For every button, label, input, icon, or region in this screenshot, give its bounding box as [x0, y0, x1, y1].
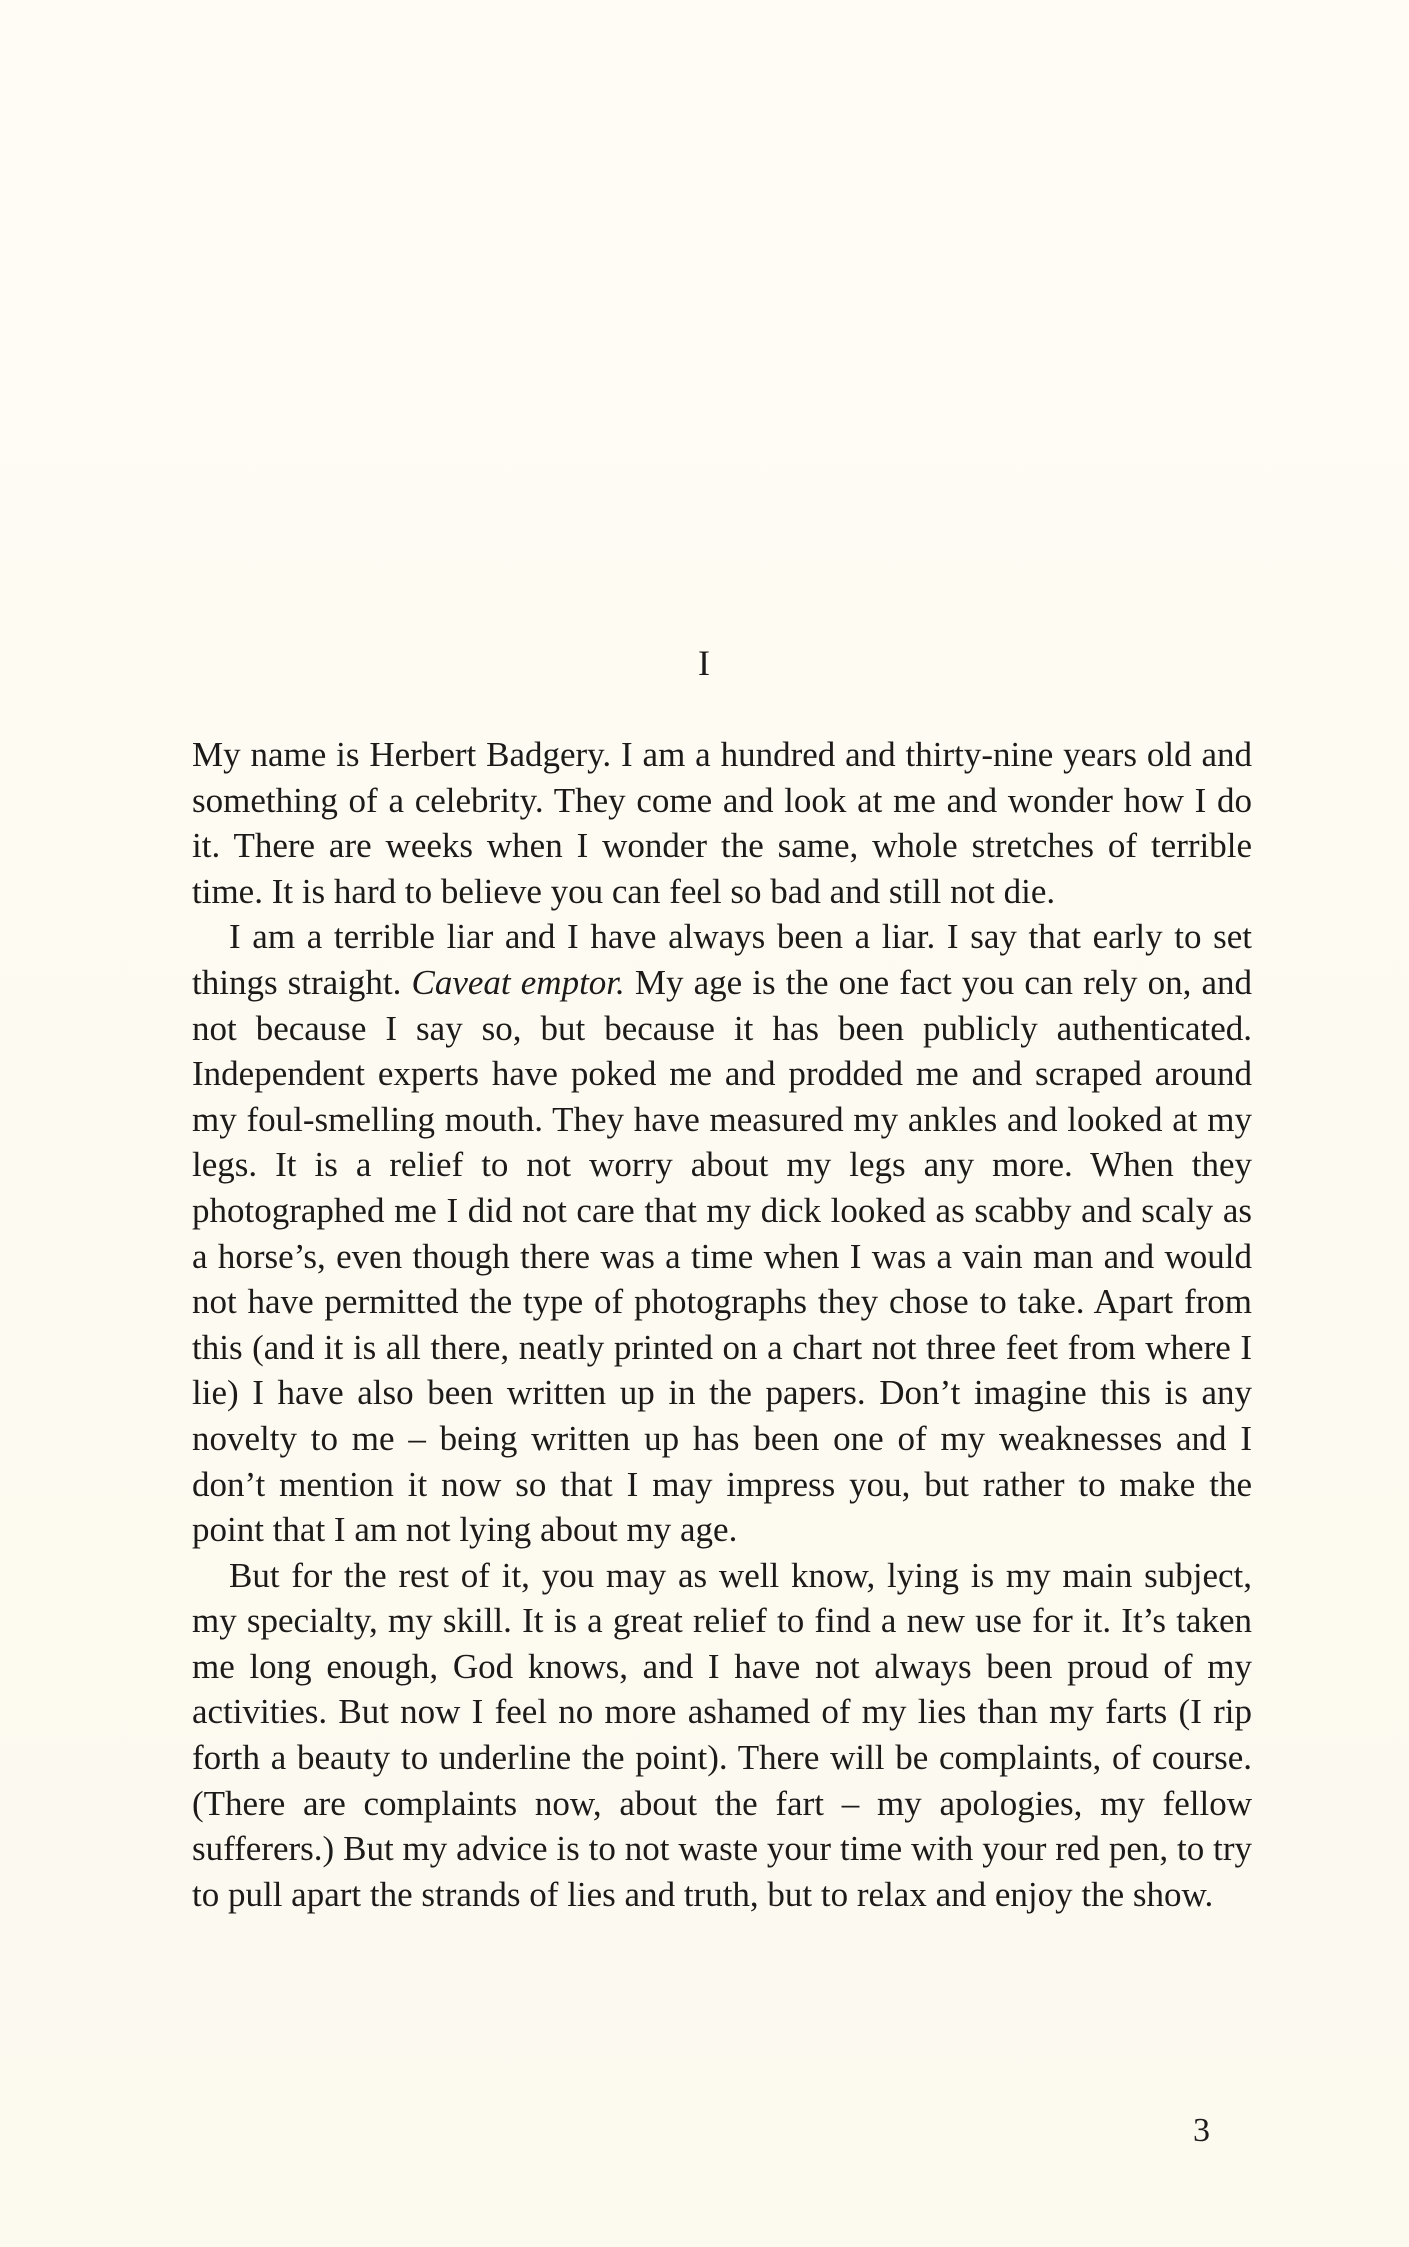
paragraph-2-italic-phrase: Caveat emptor. [411, 962, 625, 1002]
paragraph-1: My name is Herbert Badgery. I am a hundred and thirty-nine years old and something of a celebrity. They come and look at me and wonder how I do it. There are weeks when I wonder the same, whole stretches of terrible time. It is hard to believe you can feel so bad and still not die. [192, 735, 1252, 911]
page-number: 3 [1193, 2112, 1210, 2149]
paragraph-3: But for the rest of it, you may as well know, lying is my main subject, my specialty, my skill. It is a great relief to find a new use for it. It’s taken me long enough, God knows, and I have not always been proud of my activities. But now I feel no more ashamed of my lies than my farts (I rip forth a beauty to underline the point). There will be complaints, of course. (There are complaints now, about the fart – my apologies, my fellow sufferers.) But my advice is to not waste your time with your red pen, to try to pull apart the strands of lies and truth, but to relax and enjoy the show. [192, 1555, 1252, 1914]
paragraph-2 [192, 914, 1252, 1552]
chapter-body-text [192, 732, 1252, 1917]
paragraph-2-text-before-italic: I am a terrible liar and I have always been a liar. I say that early to set things straight. [192, 917, 1252, 1002]
paragraph-2-text-after-italic: My age is the one fact you can rely on, and not because I say so, but because it has been publicly authenticated. Independent experts have poked me and prodded me and scraped around my foul-smelling mouth. They have measured my ankles and looked at my legs. It is a relief to not worry about my legs any more. When they photographed me I did not care that my dick looked as scabby and scaly as a horse’s, even though there was a time when I was a vain man and would not have permitted the type of photographs they chose to take. Apart from this (and it is all there, neatly printed on a chart not three feet from where I lie) I have also been written up in the papers. Don’t imagine this is any novelty to me – being written up has been one of my weaknesses and I don’t mention it now so that I may impress you, but rather to make the point that I am not lying about my age. [192, 962, 1252, 1550]
chapter-number: I [698, 643, 711, 683]
